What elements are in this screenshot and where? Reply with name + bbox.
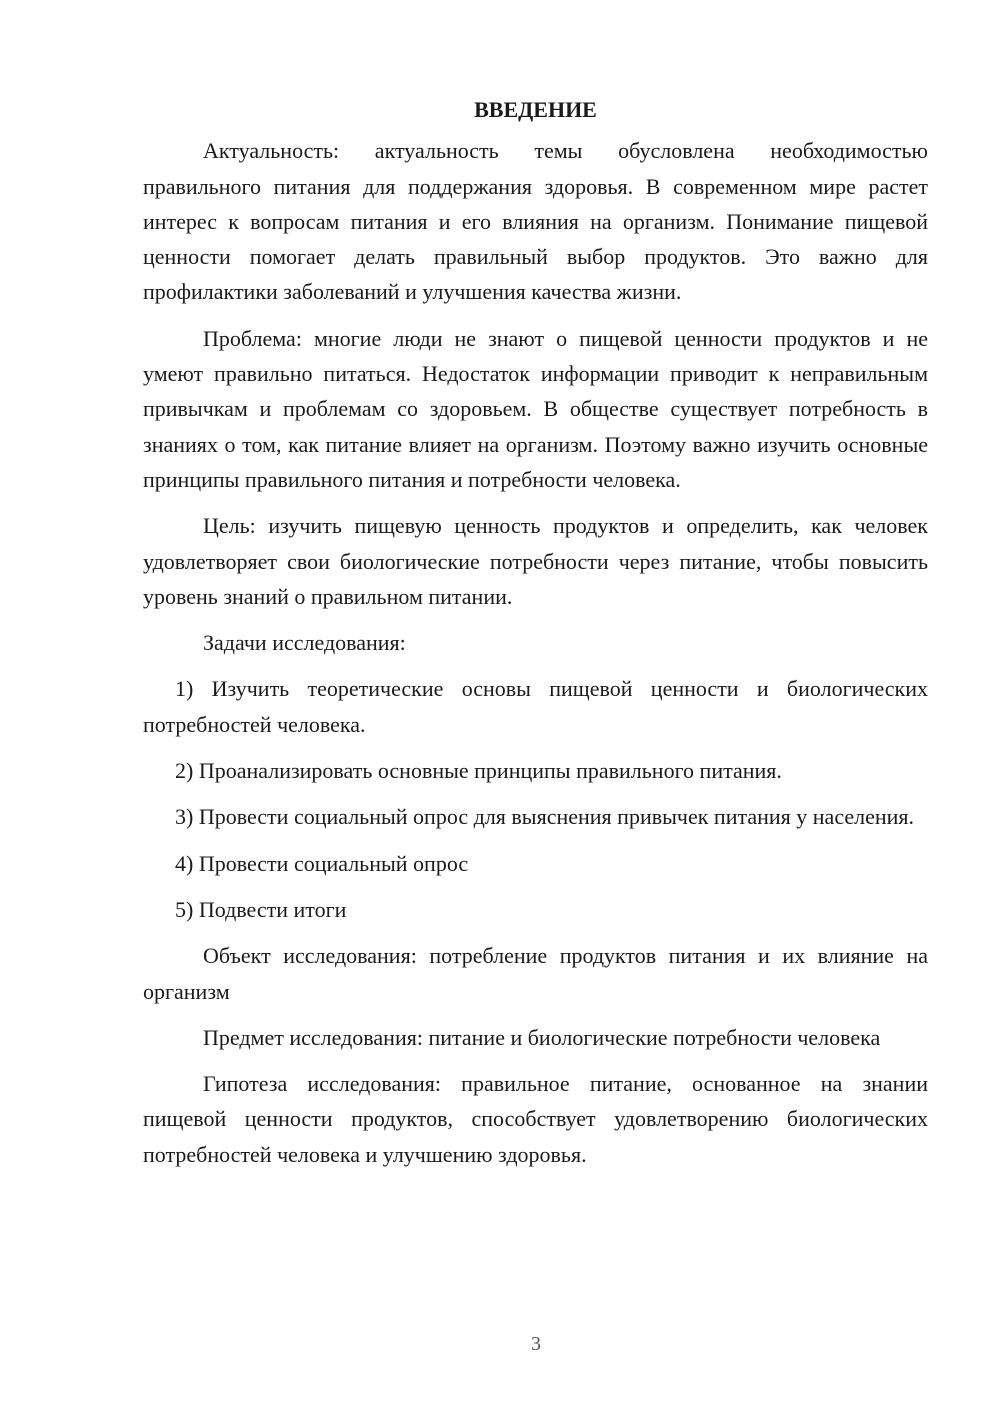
page-number: 3 [531,1333,541,1355]
problem-paragraph: Проблема: многие люди не знают о пищевой ценности продуктов и не умеют правильно питаться. Недостаток информации приводит к неправильным привычкам и проблемам со здоровьем. В обществе существует потребность в знаниях о том, как питание влияет на организм. Поэтому важно изучить основные принципы правильного питания и потребности человека. [143,325,928,492]
object-paragraph: Объект исследования: потребление продуктов питания и их влияние на организм [143,943,928,1004]
tasks-label: Задачи исследования: [203,630,406,656]
task-item-4: 4) Провести социальный опрос [175,850,469,876]
task-item-3: 3) Провести социальный опрос для выяснения привычек питания у населения. [175,804,915,830]
subject-paragraph: Предмет исследования: питание и биологические потребности человека [203,1024,881,1050]
section-title: ВВЕДЕНИЕ [474,97,597,122]
task-item-1: 1) Изучить теоретические основы пищевой ценности и биологических потребностей человека. [143,676,928,737]
goal-paragraph: Цель: изучить пищевую ценность продуктов и определить, как человек удовлетворяет свои биологические потребности через питание, чтобы повысить уровень знаний о правильном питании. [143,513,928,609]
hypothesis-paragraph: Гипотеза исследования: правильное питание, основанное на знании пищевой ценности продуктов, способствует удовлетворению биологических потребностей человека и улучшению здоровья. [143,1071,928,1167]
document-body [143,92,928,1183]
task-item-5: 5) Подвести итоги [175,896,347,922]
task-item-2: 2) Проанализировать основные принципы правильного питания. [175,758,782,784]
relevance-paragraph: Актуальность: актуальность темы обусловлена необходимостью правильного питания для поддержания здоровья. В современном мире растет интерес к вопросам питания и его влияния на организм. Понимание пищевой ценности помогает делать правильный выбор продуктов. Это важно для профилактики заболеваний и улучшения качества жизни. [143,138,928,305]
